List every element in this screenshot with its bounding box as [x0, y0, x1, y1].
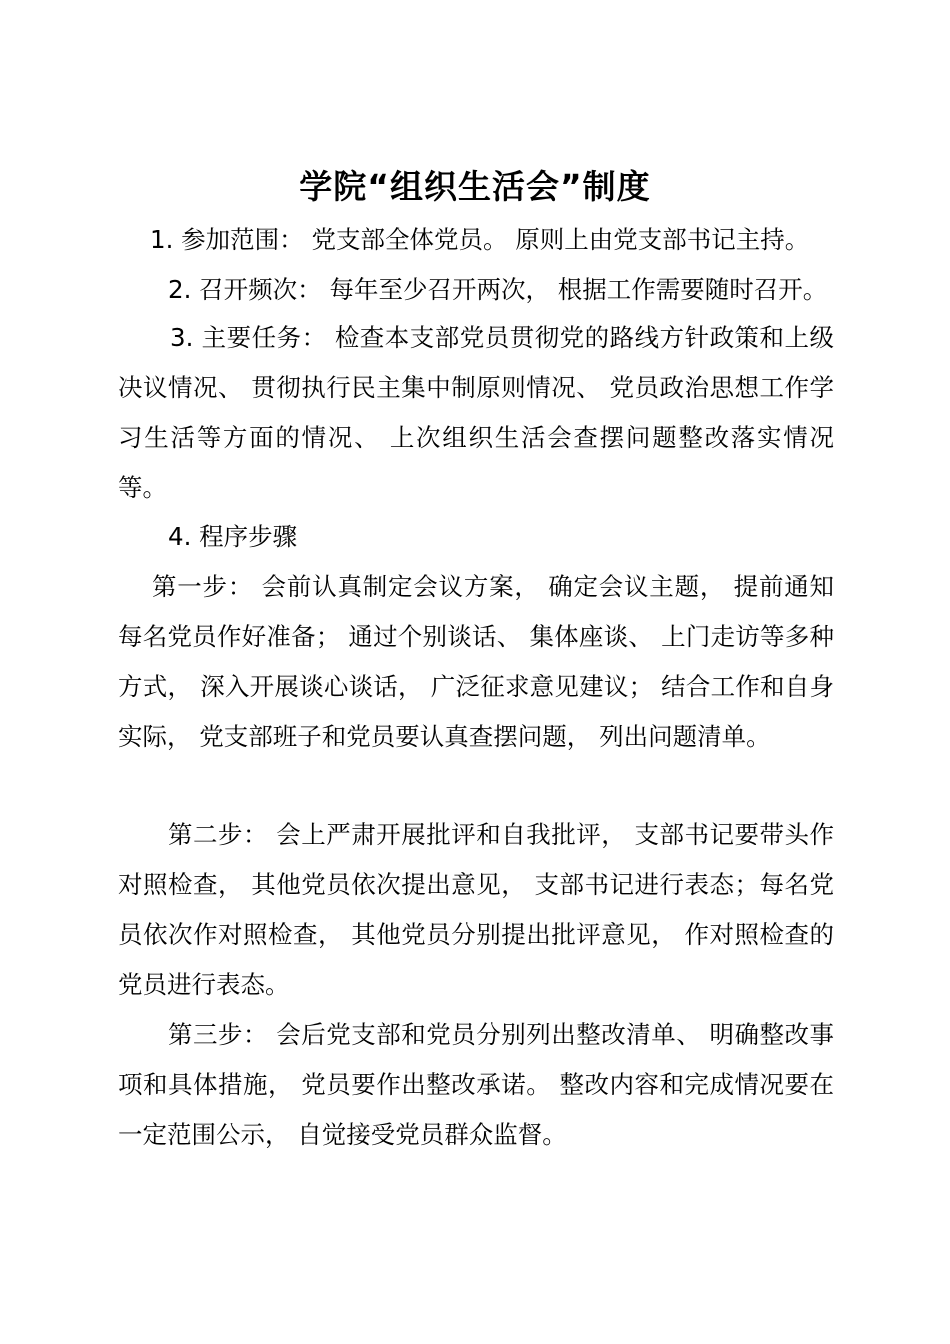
paragraph-step-two: 第二步： 会上严肃开展批评和自我批评， 支部书记要带头作对照检查， 其他党员依次提出意见， 支部书记进行表态；每名党员依次作对照检查， 其他党员分别提出批评意见， 作对照检查的党员进行表态。: [118, 820, 834, 999]
paragraph-frequency: 2. 召开频次： 每年至少召开两次， 根据工作需要随时召开。: [168, 275, 828, 304]
paragraph-procedure-heading: 4. 程序步骤: [168, 522, 298, 551]
paragraph-main-tasks: 3. 主要任务： 检查本支部党员贯彻党的路线方针政策和上级决议情况、 贯彻执行民主集中制原则情况、 党员政治思想工作学习生活等方面的情况、 上次组织生活会查摆问题整改落实情况等。: [118, 323, 834, 502]
document-title: 学院“组织生活会”制度: [299, 167, 651, 206]
paragraph-step-three: 第三步： 会后党支部和党员分别列出整改清单、 明确整改事项和具体措施， 党员要作出整改承诺。 整改内容和完成情况要在一定范围公示， 自觉接受党员群众监督。: [118, 1020, 834, 1149]
paragraph-scope: 1. 参加范围： 党支部全体党员。 原则上由党支部书记主持。: [150, 225, 810, 254]
paragraph-step-one: 第一步： 会前认真制定会议方案， 确定会议主题， 提前通知每名党员作好准备； 通过个别谈话、 集体座谈、 上门走访等多种方式， 深入开展谈心谈话， 广泛征求意见建议； 结合工作和自身实际， 党支部班子和党员要认真查摆问题， 列出问题清单。: [118, 572, 834, 751]
